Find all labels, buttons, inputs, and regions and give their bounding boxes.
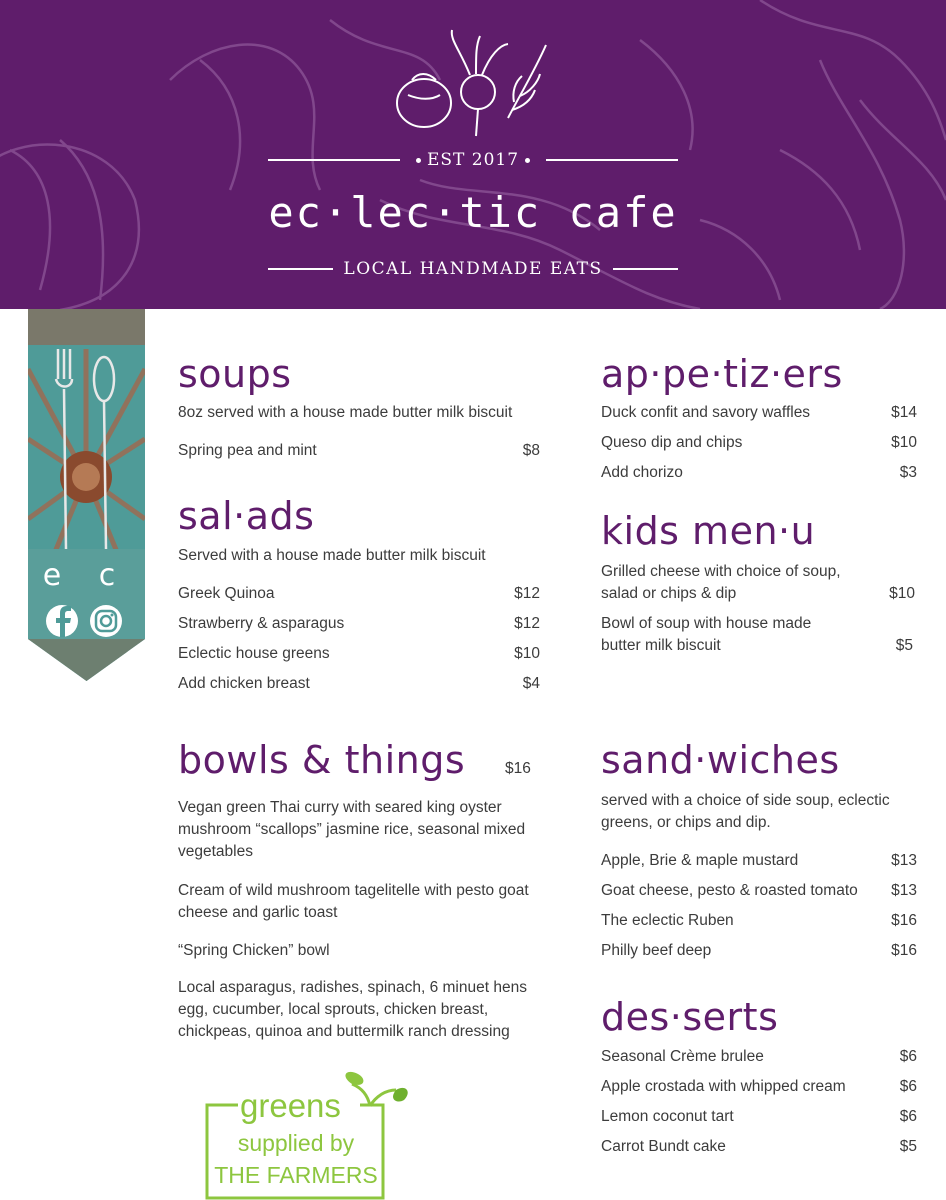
facebook-icon[interactable]: [46, 605, 78, 637]
item-name: Strawberry & asparagus: [178, 615, 345, 632]
menu-item: [601, 1076, 917, 1098]
soups-subtitle: 8oz served with a house made butter milk biscuit: [178, 404, 513, 421]
menu-item: [178, 643, 540, 665]
produce-icons: [397, 30, 546, 136]
brand-name: ec·lec·tic cafe: [268, 188, 678, 237]
menu-item: [601, 910, 917, 932]
item-price: $4: [522, 675, 540, 692]
divider-right: [613, 268, 678, 270]
item-price: $8: [522, 442, 540, 459]
side-banner: [28, 309, 145, 681]
bowl-description: Cream of wild mushroom tagelitelle with pesto goat cheese and garlic toast: [178, 882, 529, 921]
item-price: $16: [891, 912, 917, 929]
salads-subtitle: Served with a house made butter milk biscuit: [178, 547, 486, 564]
item-name: Queso dip and chips: [601, 434, 743, 451]
banner-initials: e c: [42, 558, 130, 593]
divider-left: [268, 268, 333, 270]
item-price: $6: [899, 1108, 917, 1125]
menu-item: [601, 402, 917, 424]
item-name: Grilled cheese with choice of soup, salad or chips & dip: [601, 563, 841, 602]
header-banner: [0, 0, 946, 309]
item-price: $12: [514, 615, 540, 632]
item-price: $10: [514, 645, 540, 662]
divider-left: [268, 159, 400, 161]
menu-item: [178, 613, 540, 635]
menu-item: [601, 561, 915, 605]
desserts-title: des·serts: [601, 995, 779, 1039]
established-label: EST 2017: [400, 150, 546, 170]
item-price: $16: [891, 942, 917, 959]
item-name: Add chorizo: [601, 464, 683, 481]
item-price: $5: [899, 1138, 917, 1155]
menu-item: [178, 440, 540, 462]
kids-title: kids men·u: [601, 509, 816, 553]
item-name: Philly beef deep: [601, 942, 712, 959]
menu-item: [601, 850, 917, 872]
appetizers-title: ap·pe·tiz·ers: [601, 352, 843, 396]
menu-item: [601, 432, 917, 454]
sprout-icon: [345, 1072, 407, 1106]
item-price: $5: [895, 637, 913, 654]
menu-item: [601, 940, 917, 962]
menu-item: [601, 880, 917, 902]
item-name: Lemon coconut tart: [601, 1108, 734, 1125]
item-price: $12: [514, 585, 540, 602]
menu-item: [601, 1106, 917, 1128]
item-price: $10: [891, 434, 917, 451]
salads-title: sal·ads: [178, 494, 315, 538]
item-price: $14: [891, 404, 917, 421]
menu-item: [601, 1136, 917, 1158]
item-price: $3: [899, 464, 917, 481]
item-name: Apple crostada with whipped cream: [601, 1078, 846, 1095]
menu-item: [178, 583, 540, 605]
item-name: The eclectic Ruben: [601, 912, 734, 929]
menu-item: [601, 1046, 917, 1068]
item-name: Duck confit and savory waffles: [601, 404, 811, 421]
menu-item: [178, 673, 540, 695]
divider-right: [546, 159, 678, 161]
item-name: Seasonal Crème brulee: [601, 1048, 764, 1065]
item-name: Apple, Brie & maple mustard: [601, 852, 799, 869]
established-row: [268, 148, 678, 172]
item-name: Goat cheese, pesto & roasted tomato: [601, 882, 858, 899]
item-name: Eclectic house greens: [178, 645, 330, 662]
item-price: $6: [899, 1048, 917, 1065]
item-name: Carrot Bundt cake: [601, 1138, 726, 1155]
bowls-price: $16: [505, 760, 531, 777]
tagline: LOCAL HANDMADE EATS: [343, 259, 603, 279]
item-name: Add chicken breast: [178, 675, 310, 692]
greens-line-2: THE FARMERS: [214, 1162, 378, 1188]
tagline-row: [268, 257, 678, 281]
item-name: Greek Quinoa: [178, 585, 275, 602]
item-price: $13: [891, 852, 917, 869]
greens-line-1: supplied by: [237, 1130, 355, 1156]
bowls-title: bowls & things: [178, 738, 466, 782]
greens-word: greens: [240, 1087, 341, 1124]
item-price: $13: [891, 882, 917, 899]
item-name: Bowl of soup with house made butter milk biscuit: [601, 615, 812, 654]
sandwiches-title: sand·wiches: [601, 738, 840, 782]
menu-item: [601, 613, 913, 657]
sandwiches-subtitle: served with a choice of side soup, eclectic greens, or chips and dip.: [601, 792, 890, 831]
item-price: $10: [889, 585, 915, 602]
instagram-icon[interactable]: [90, 605, 122, 637]
item-price: $6: [899, 1078, 917, 1095]
bowl-description: Local asparagus, radishes, spinach, 6 minuet hens egg, cucumber, local sprouts, chicken breast, chickpeas, quinoa and buttermilk ranch dressing: [178, 979, 527, 1040]
soups-title: soups: [178, 352, 292, 396]
menu-item: [601, 462, 917, 484]
bowl-description: Vegan green Thai curry with seared king oyster mushroom “scallops” jasmine rice, seasonal mixed vegetables: [178, 799, 526, 860]
item-name: Spring pea and mint: [178, 442, 317, 459]
bowl-description: “Spring Chicken” bowl: [178, 942, 330, 959]
